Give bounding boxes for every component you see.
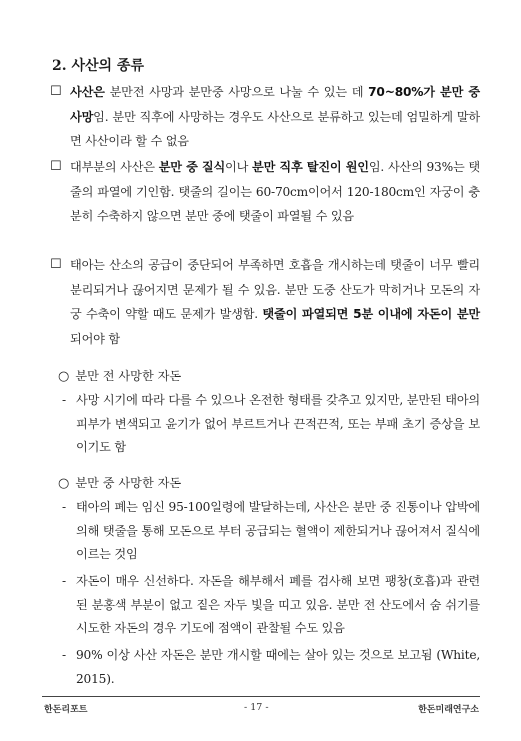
subsection-title-text: 분만 전 사망한 자돈 [75, 369, 182, 383]
dash-item-text: 90% 이상 사산 자돈은 분만 개시할 때에는 살아 있는 것으로 보고됨 (White, 2015). [76, 648, 480, 686]
text-run: 이나 [225, 160, 253, 174]
dash-item-text: 사망 시기에 따라 다를 수 있으나 온전한 형태를 갖추고 있지만, 분만된 태아의 피부가 변색되고 윤기가 없어 부르트거나 끈적끈적, 또는 부패 초기 증상을 보이기도 함 [76, 393, 480, 454]
dash-bullet: - [62, 648, 66, 662]
text-bold: 70~80%가 분만 중 사망 [70, 85, 480, 124]
footer-right: 한돈미래연구소 [418, 705, 479, 715]
subsection-title [58, 364, 181, 389]
text-bold: 탯줄이 파열되면 5분 이내에 자돈이 분만 [262, 307, 480, 321]
dash-item-text: 태아의 폐는 임신 95-100일령에 발달하는데, 사산은 분만 중 진통이나 압박에 의해 탯줄을 통해 모돈으로 부터 공급되는 혈액이 제한되거나 끊어져서 질식에 이르는 것임 [76, 500, 480, 561]
item-text [70, 155, 480, 229]
list-item [50, 155, 480, 229]
text-bold: 분만 직후 탈진이 원인 [252, 160, 369, 174]
circle-bullet-icon: ○ [58, 369, 70, 384]
text-run: 태아는 산소의 공급이 중단되어 부족하면 호흡을 개시하는데 탯줄이 너무 빨리 분리되거나 끊어지면 문제가 될 수 있음. 분만 도중 산도가 막히거나 모돈의 자궁 수축이 약할 때도 문제가 발생함. [70, 258, 480, 321]
dash-item [62, 570, 480, 641]
text-run: 대부분의 사산은 [70, 160, 159, 174]
subsection-title-text: 분만 중 사망한 자돈 [75, 476, 182, 490]
checkbox-bullet-icon: ☐ [50, 257, 62, 272]
footer-left: 한돈리포트 [44, 705, 88, 715]
dash-item [62, 389, 480, 460]
item-text [70, 80, 480, 154]
subsection-title [58, 471, 181, 496]
footer-divider [42, 696, 480, 697]
dash-bullet: - [62, 574, 66, 588]
text-run: 분만전 사망과 분만중 사망으로 나눌 수 있는 데 [104, 85, 369, 99]
dash-bullet: - [62, 500, 66, 514]
dash-item-text: 자돈이 매우 신선하다. 자돈을 해부해서 폐를 검사해 보면 팽창(호흡)과 관련된 분홍색 부분이 없고 짙은 자두 빛을 띠고 있음. 분만 전 산도에서 숨 쉬기를 시도한 자돈의 경우 기도에 점액이 관찰될 수도 있음 [76, 574, 480, 635]
dash-item [62, 496, 480, 567]
dash-bullet: - [62, 393, 66, 407]
checkbox-bullet-icon: ☐ [50, 159, 62, 174]
page-number: - 17 - [244, 702, 269, 713]
circle-bullet-icon: ○ [58, 476, 70, 491]
list-item [50, 80, 480, 154]
checkbox-bullet-icon: ☐ [50, 84, 62, 99]
list-item [50, 253, 480, 351]
item-text [70, 253, 480, 351]
text-bold: 분만 중 질식 [158, 160, 226, 174]
text-run: 임. 사산의 93%는 탯줄의 파열에 기인함. 탯줄의 길이는 60-70cm이어서 120-180cm인 자궁이 충분히 수축하지 않으면 분만 중에 탯줄이 파열될 수 있음 [70, 160, 480, 223]
text-run: 임. 분만 직후에 사망하는 경우도 사산으로 분류하고 있는데 엄밀하게 말하면 사산이라 할 수 없음 [70, 109, 480, 148]
dash-item [62, 644, 480, 691]
text-bold: 사산은 [70, 85, 105, 99]
section-heading: 2. 사산의 종류 [52, 58, 144, 74]
text-run: 되어야 함 [70, 331, 120, 346]
